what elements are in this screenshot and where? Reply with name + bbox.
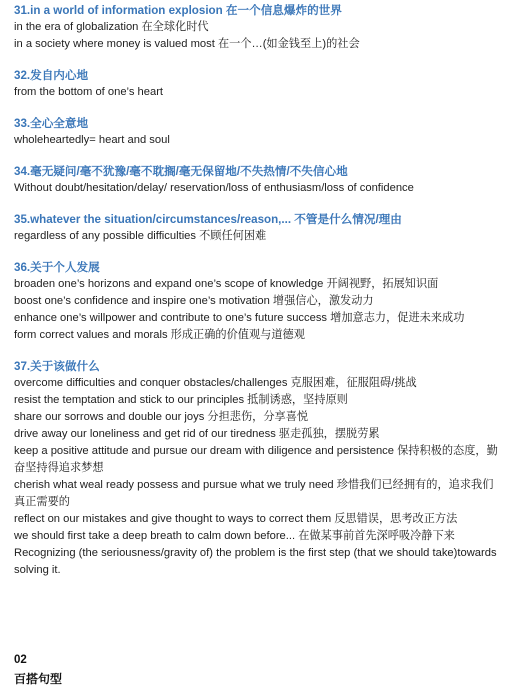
section-heading: 32.发自内心地 [14, 69, 89, 82]
section-34 [14, 163, 500, 197]
phrase-line: in the era of globalization 在全球化时代 [14, 21, 209, 33]
section-heading: 36.关于个人发展 [14, 261, 100, 274]
section-36 [14, 259, 500, 344]
phrase-line: enhance one’s willpower and contribute to one’s future success 增加意志力，促进未来成功 [14, 312, 465, 324]
section-heading: 31.in a world of information explosion 在一个信息爆炸的世界 [14, 4, 342, 17]
phrase-line: Without doubt/hesitation/delay/ reservation/loss of enthusiasm/loss of confidence [14, 182, 414, 194]
section-title: 百搭句型 [14, 672, 63, 686]
phrase-line: overcome difficulties and conquer obstacles/challenges 克服困难，征服阻碍/挑战 [14, 377, 417, 389]
phrase-line: wholeheartedly= heart and soul [14, 134, 170, 146]
section-32 [14, 67, 500, 101]
phrase-line: in a society where money is valued most 在一个…(如金钱至上)的社会 [14, 38, 360, 50]
document-body [14, 2, 500, 593]
phrase-line: regardless of any possible difficulties 不顾任何困难 [14, 230, 267, 242]
phrase-line: cherish what weal ready possess and pursue what we truly need 珍惜我们已经拥有的，追求我们真正需要的 [14, 479, 494, 508]
section-37 [14, 358, 500, 579]
section-number: 02 [14, 654, 27, 666]
phrase-line: boost one’s confidence and inspire one’s motivation 增强信心，激发动力 [14, 295, 374, 307]
phrase-line: resist the temptation and stick to our principles 抵制诱惑，坚持原则 [14, 394, 348, 406]
footer-block [14, 652, 62, 689]
section-33 [14, 115, 500, 149]
phrase-line: reflect on our mistakes and give thought to ways to correct them 反思错误，思考改正方法 [14, 513, 458, 525]
section-31 [14, 2, 500, 53]
phrase-line: form correct values and morals 形成正确的价值观与道德观 [14, 329, 305, 341]
section-heading: 33.全心全意地 [14, 117, 89, 130]
phrase-line: share our sorrows and double our joys 分担悲伤，分享喜悦 [14, 411, 309, 423]
phrase-line: Recognizing (the seriousness/gravity of) the problem is the first step (that we should take)towards solving it. [14, 547, 497, 576]
section-heading: 35.whatever the situation/circumstances/reason,... 不管是什么情况/理由 [14, 213, 402, 226]
phrase-line: we should first take a deep breath to calm down before... 在做某事前首先深呼吸冷静下来 [14, 530, 455, 542]
phrase-line: keep a positive attitude and pursue our dream with diligence and persistence 保持积极的态度，勤奋坚持得追求梦想 [14, 445, 498, 474]
section-35 [14, 211, 500, 245]
section-heading: 34.毫无疑问/毫不犹豫/毫不耽搁/毫无保留地/不失热情/不失信心地 [14, 165, 348, 178]
phrase-line: drive away our loneliness and get rid of our tiredness 驱走孤独，摆脱劳累 [14, 428, 380, 440]
phrase-line: broaden one’s horizons and expand one’s scope of knowledge 开阔视野，拓展知识面 [14, 278, 439, 290]
section-heading: 37.关于该做什么 [14, 360, 100, 373]
phrase-line: from the bottom of one’s heart [14, 86, 164, 98]
